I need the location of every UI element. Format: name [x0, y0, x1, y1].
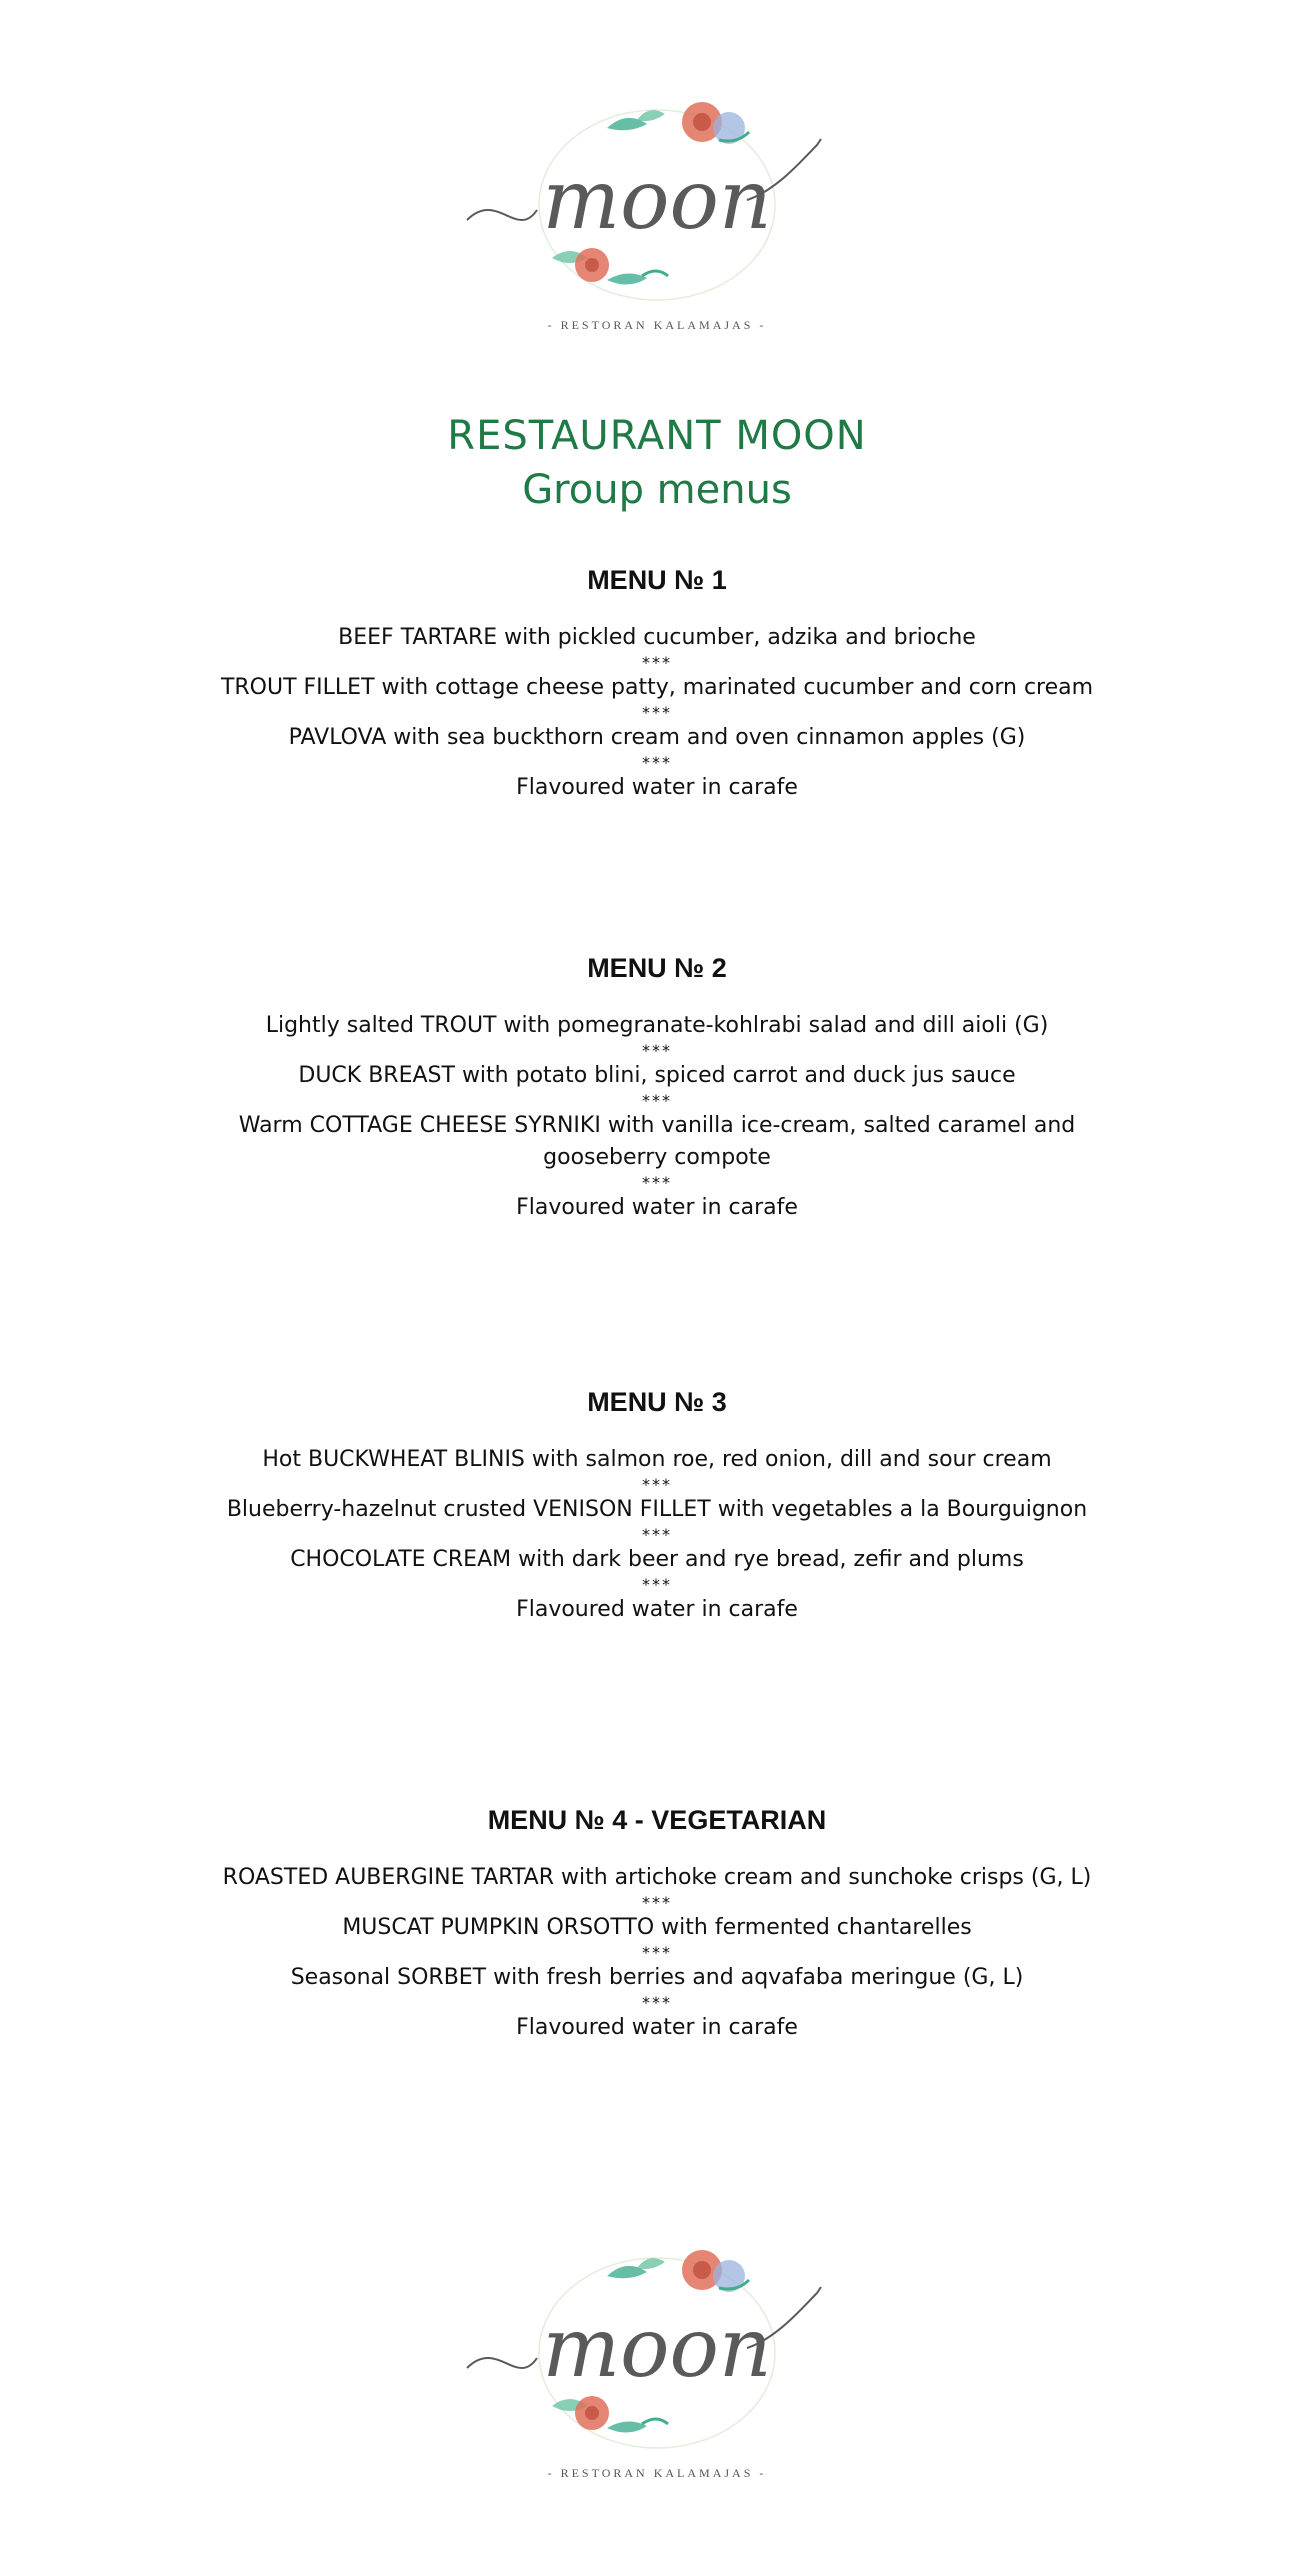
- course: BEEF TARTARE with pickled cucumber, adzika and brioche: [338, 625, 976, 650]
- page-header: [0, 408, 1314, 516]
- logo-wordmark: moon: [542, 2301, 772, 2396]
- menu-title: MENU № 3: [587, 1387, 727, 1417]
- menu-2: [0, 950, 1314, 1224]
- course: Warm COTTAGE CHEESE SYRNIKI with vanilla ice-cream, salted caramel and gooseberry compote: [238, 1113, 1076, 1170]
- course: CHOCOLATE CREAM with dark beer and rye bread, zefir and plums: [290, 1547, 1024, 1572]
- menu-title: MENU № 4 - VEGETARIAN: [487, 1805, 827, 1835]
- course: ROASTED AUBERGINE TARTAR with artichoke cream and sunchoke crisps (G, L): [222, 1865, 1092, 1890]
- course: Blueberry-hazelnut crusted VENISON FILLET with vegetables a la Bourguignon: [226, 1497, 1088, 1522]
- menu-title: MENU № 1: [587, 565, 727, 595]
- separator: ***: [642, 1091, 672, 1110]
- flower-cluster-top: [607, 2250, 749, 2292]
- flower-cluster-bottom: [552, 248, 668, 285]
- course: PAVLOVA with sea buckthorn cream and oven cinnamon apples (G): [288, 725, 1026, 750]
- flower-cluster-bottom: [552, 2396, 668, 2433]
- menu-1: [0, 562, 1314, 804]
- separator: ***: [642, 753, 672, 772]
- course: Flavoured water in carafe: [516, 2015, 798, 2040]
- course: Seasonal SORBET with fresh berries and aqvafaba meringue (G, L): [290, 1965, 1024, 1990]
- course: TROUT FILLET with cottage cheese patty, marinated cucumber and corn cream: [220, 675, 1094, 700]
- course: DUCK BREAST with potato blini, spiced carrot and duck jus sauce: [298, 1063, 1016, 1088]
- separator: ***: [642, 1893, 672, 1912]
- logo-top: [457, 90, 857, 350]
- separator: ***: [642, 1943, 672, 1962]
- menu-title: MENU № 2: [587, 953, 727, 983]
- course: Lightly salted TROUT with pomegranate-kohlrabi salad and dill aioli (G): [265, 1013, 1049, 1038]
- logo-tagline: - RESTORAN KALAMAJAS -: [547, 2466, 767, 2480]
- course: Hot BUCKWHEAT BLINIS with salmon roe, red onion, dill and sour cream: [262, 1447, 1052, 1472]
- separator: ***: [642, 1173, 672, 1192]
- logo-wordmark: moon: [542, 153, 772, 248]
- course: Flavoured water in carafe: [516, 1195, 798, 1220]
- separator: ***: [642, 703, 672, 722]
- menu-4: [0, 1802, 1314, 2044]
- page-title: RESTAURANT MOON: [447, 413, 867, 459]
- logo-tagline: - RESTORAN KALAMAJAS -: [547, 318, 767, 332]
- separator: ***: [642, 653, 672, 672]
- moon-logo-graphic: [457, 90, 857, 320]
- moon-logo-graphic: [457, 2238, 857, 2468]
- course: Flavoured water in carafe: [516, 775, 798, 800]
- separator: ***: [642, 1575, 672, 1594]
- page-subtitle: Group menus: [522, 467, 792, 513]
- course: Flavoured water in carafe: [516, 1597, 798, 1622]
- menu-3: [0, 1384, 1314, 1626]
- logo-bottom: [457, 2238, 857, 2498]
- separator: ***: [642, 1041, 672, 1060]
- separator: ***: [642, 1475, 672, 1494]
- flower-cluster-top: [607, 102, 749, 144]
- separator: ***: [642, 1525, 672, 1544]
- separator: ***: [642, 1993, 672, 2012]
- course: MUSCAT PUMPKIN ORSOTTO with fermented chantarelles: [342, 1915, 972, 1940]
